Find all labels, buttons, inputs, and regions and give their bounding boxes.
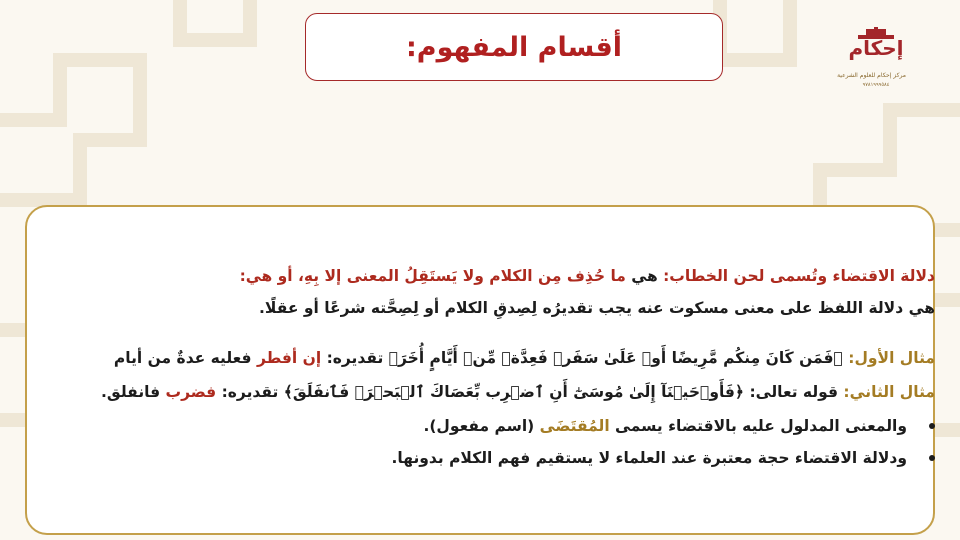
list-item	[49, 447, 935, 471]
brand-logo	[837, 26, 906, 96]
example-2-label: مثال الثاني:	[843, 383, 935, 401]
example-1	[49, 347, 935, 369]
definition-meaning: ما حُذِف مِن الكلام ولا يَستَقِلُ المعنى إلا بِهِ	[303, 267, 626, 285]
definition-line-2: هي دلالة اللفظ على معنى مسكوت عنه يجب تقديرُه لِصِدقِ الكلام أو لِصِحَّته شرعًا أو عقلًا.	[259, 299, 935, 317]
example-1-implied: إن أفطر	[257, 349, 322, 367]
list-item	[49, 415, 935, 439]
logo-subtitle: مركز إحكام للعلوم الشرعية	[837, 72, 906, 79]
example-2-intro: قوله تعالى:	[749, 383, 839, 401]
title-box	[305, 13, 723, 81]
example-1-rest: فعليه عدةٌ من أيام	[113, 349, 252, 367]
definition-line-1	[49, 265, 935, 287]
bullet-text	[49, 415, 907, 437]
example-2-verse: ﴿فَأَوۡحَيۡنَآ إِلَىٰ مُوسَىٰٓ أَنِ ٱضۡرِب بِّعَصَاكَ ٱلۡبَحۡرَۖ فَٱنفَلَقَ﴾	[283, 383, 745, 401]
bullet-text	[49, 447, 907, 469]
content-box	[25, 205, 935, 535]
logo-number: ٩٧٨١٩٩٩٥٨٤	[862, 82, 890, 88]
bullet-text-before: ودلالة الاقتضاء حجة معتبرة عند العلماء لا يستقيم فهم الكلام بدونها.	[391, 449, 907, 467]
example-1-estimate: تقديره:	[326, 349, 384, 367]
bullet-icon	[929, 423, 935, 429]
definition-or: ، أو هي:	[239, 267, 304, 285]
example-2	[49, 381, 935, 403]
example-2-implied: فضرب	[165, 383, 217, 401]
example-1-verse: ﴿فَمَن كَانَ مِنكُم مَّرِيضًا أَوۡ عَلَىٰ سَفَرٖ فَعِدَّةٞ مِّنۡ أَيَّامٍ أُخَرَ﴾	[388, 349, 843, 367]
example-1-label: مثال الأول:	[848, 349, 935, 367]
example-2-rest: فانفلق.	[100, 383, 161, 401]
bullet-text-after: (اسم مفعول).	[423, 417, 540, 435]
definition-is: هي	[631, 267, 658, 285]
bullet-icon	[929, 455, 935, 461]
definition-term: دلالة الاقتضاء وتُسمى لحن الخطاب:	[663, 267, 935, 285]
bullet-highlight: المُقتَضَى	[539, 417, 610, 435]
bullet-text-before: والمعنى المدلول عليه بالاقتضاء يسمى	[609, 417, 907, 435]
example-2-estimate: تقديره:	[221, 383, 279, 401]
page-title: أقسام المفهوم:	[406, 31, 622, 63]
logo-wordmark: إحكام	[848, 36, 904, 60]
